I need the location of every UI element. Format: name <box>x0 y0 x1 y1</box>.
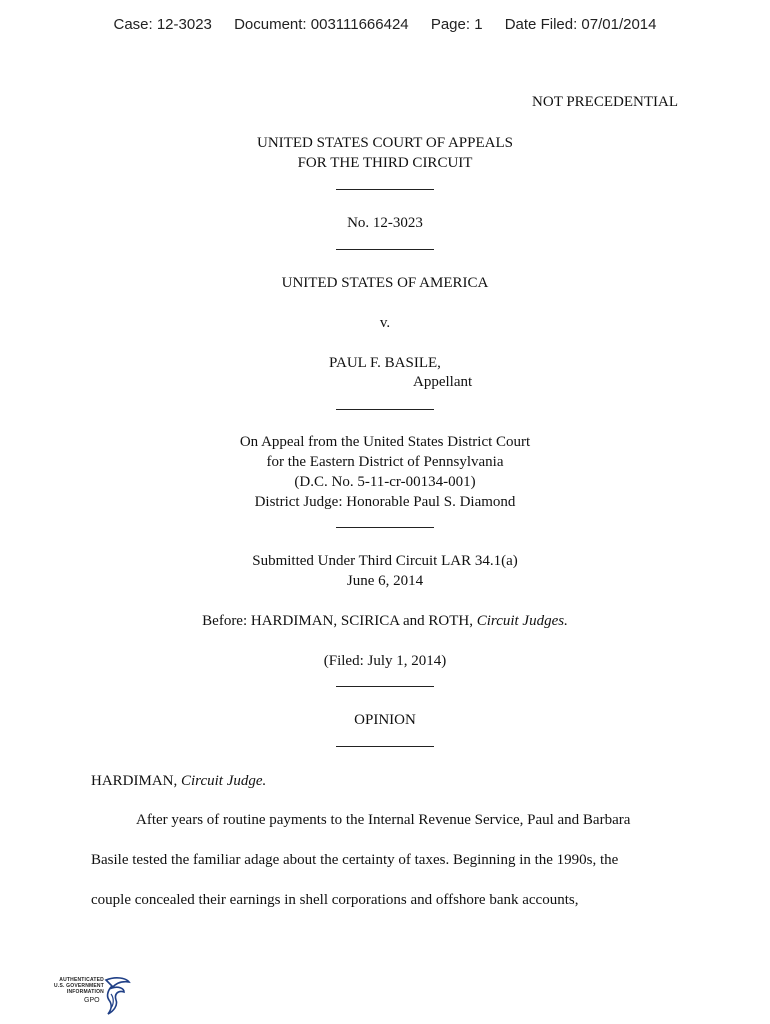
author-name: HARDIMAN, <box>91 773 181 789</box>
divider-rule <box>336 527 434 528</box>
court-name-line1: UNITED STATES COURT OF APPEALS <box>257 135 513 151</box>
panel-judges-title: Circuit Judges. <box>476 613 568 629</box>
filed-date: (Filed: July 1, 2014) <box>323 653 447 669</box>
gpo-seal-line2: U.S. GOVERNMENT <box>54 983 104 989</box>
submitted-date: June 6, 2014 <box>346 573 424 589</box>
body-line-3: couple concealed their earnings in shell corporations and offshore bank accounts, <box>91 892 579 908</box>
body-line-2: Basile tested the familiar adage about the certainty of taxes. Beginning in the 1990s, the <box>91 852 619 868</box>
appeal-line-2: for the Eastern District of Pennsylvania <box>266 454 504 470</box>
author-line <box>91 771 266 791</box>
court-name-line2: FOR THE THIRD CIRCUIT <box>297 155 473 171</box>
author-title: Circuit Judge. <box>181 773 267 789</box>
date-filed: Date Filed: 07/01/2014 <box>504 16 657 33</box>
submitted-line-1: Submitted Under Third Circuit LAR 34.1(a) <box>252 553 518 569</box>
gpo-seal-line3: INFORMATION <box>66 989 104 995</box>
appeal-line-1: On Appeal from the United States District Court <box>239 434 531 450</box>
panel-judges <box>0 611 770 631</box>
page-number: Page: 1 <box>430 16 483 33</box>
panel-judges-names: Before: HARDIMAN, SCIRICA and ROTH, <box>202 613 477 629</box>
body-line-1: After years of routine payments to the Internal Revenue Service, Paul and Barbara <box>136 812 631 828</box>
eagle-icon <box>102 974 132 1018</box>
divider-rule <box>336 686 434 687</box>
plaintiff-name: UNITED STATES OF AMERICA <box>281 275 489 291</box>
versus-label: v. <box>379 315 391 331</box>
gpo-authentication-seal <box>44 972 134 1020</box>
divider-rule <box>336 409 434 410</box>
defendant-name: PAUL F. BASILE, <box>329 355 441 371</box>
document-number: Document: 003111666424 <box>234 16 409 33</box>
gpo-seal-text <box>44 977 104 995</box>
gpo-seal-line1: AUTHENTICATED <box>59 977 104 983</box>
case-number: Case: 12-3023 <box>113 16 212 33</box>
divider-rule <box>336 249 434 250</box>
opinion-title: OPINION <box>354 712 416 728</box>
defendant-role: Appellant <box>413 374 473 390</box>
divider-rule <box>336 189 434 190</box>
divider-rule <box>336 746 434 747</box>
gpo-abbreviation: GPO <box>84 997 100 1004</box>
docket-number: No. 12-3023 <box>347 215 423 231</box>
precedential-status: NOT PRECEDENTIAL <box>532 94 678 110</box>
appeal-line-4: District Judge: Honorable Paul S. Diamond <box>254 494 516 510</box>
appeal-line-3: (D.C. No. 5-11-cr-00134-001) <box>294 474 476 490</box>
case-header <box>0 16 770 33</box>
